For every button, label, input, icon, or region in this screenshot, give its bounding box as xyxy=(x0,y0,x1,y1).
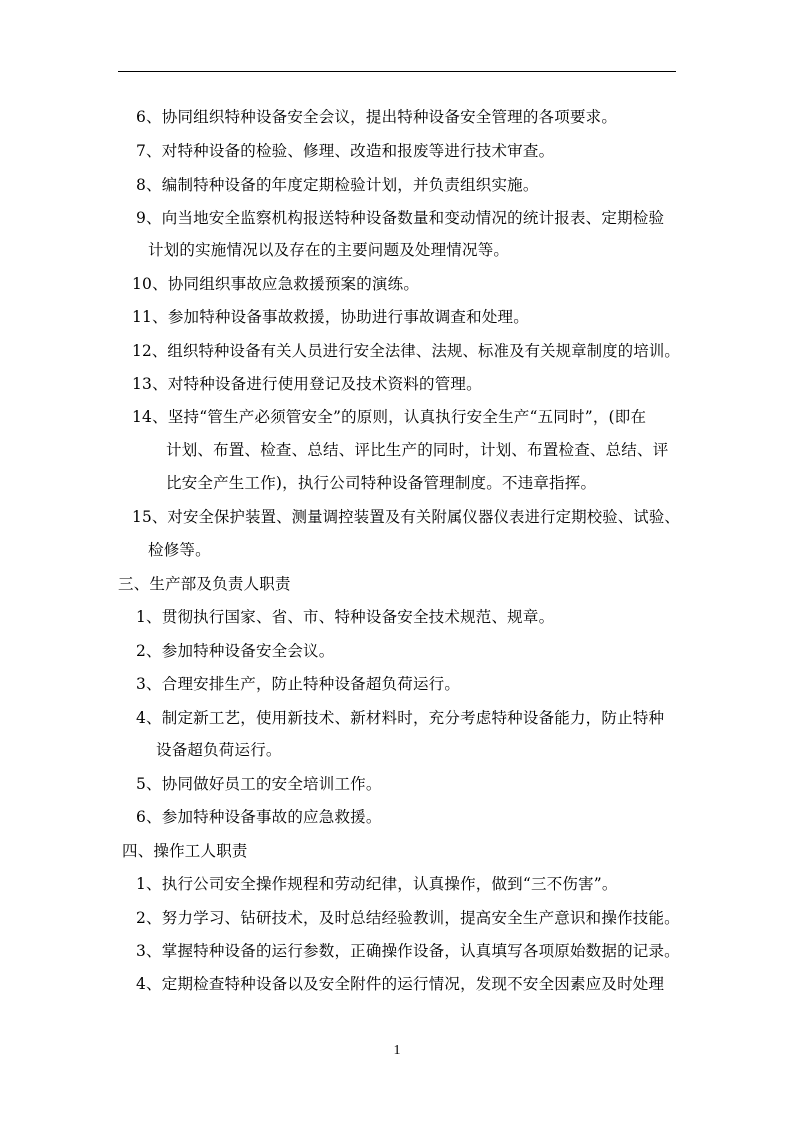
section-heading: 三、生产部及负责人职责 xyxy=(118,575,291,593)
list-item: 3、掌握特种设备的运行参数，正确操作设备，认真填写各项原始数据的记录。 xyxy=(136,942,680,960)
list-item: 15、对安全保护装置、测量调控装置及有关附属仪器仪表进行定期校验、试验、 xyxy=(132,508,680,526)
header-rule xyxy=(118,71,676,72)
list-item: 4、制定新工艺，使用新技术、新材料时，充分考虑特种设备能力，防止特种 xyxy=(136,709,665,727)
list-item-continuation: 计划的实施情况以及存在的主要问题及处理情况等。 xyxy=(148,241,510,259)
list-item: 7、对特种设备的检验、修理、改造和报废等进行技术审查。 xyxy=(136,142,555,160)
section-heading: 四、操作工人职责 xyxy=(122,842,248,860)
list-item: 14、坚持“管生产必须管安全”的原则，认真执行安全生产“五同时”，(即在 xyxy=(132,408,647,426)
list-item: 10、协同组织事故应急救援预案的演练。 xyxy=(132,275,420,293)
list-item: 13、对特种设备进行使用登记及技术资料的管理。 xyxy=(132,375,482,393)
list-item: 2、努力学习、钻研技术，及时总结经验教训，提高安全生产意识和操作技能。 xyxy=(136,909,680,927)
list-item: 9、向当地安全监察机构报送特种设备数量和变动情况的统计报表、定期检验 xyxy=(136,209,665,227)
list-item-continuation: 计划、布置、检查、总结、评比生产的同时，计划、布置检查、总结、评 xyxy=(166,441,669,459)
list-item: 2、参加特种设备安全会议。 xyxy=(136,642,335,660)
list-item: 1、执行公司安全操作规程和劳动纪律，认真操作，做到“三不伤害”。 xyxy=(136,875,618,893)
list-item-continuation: 检修等。 xyxy=(148,541,211,559)
list-item: 1、贯彻执行国家、省、市、特种设备安全技术规范、规章。 xyxy=(136,608,555,626)
list-item: 12、组织特种设备有关人员进行安全法律、法规、标准及有关规章制度的培训。 xyxy=(132,342,680,360)
list-item-continuation: 比安全产生工作)，执行公司特种设备管理制度。不违章指挥。 xyxy=(166,474,597,492)
list-item: 5、协同做好员工的安全培训工作。 xyxy=(136,775,382,793)
list-item: 6、参加特种设备事故的应急救援。 xyxy=(136,808,382,826)
list-item: 8、编制特种设备的年度定期检验计划，并负责组织实施。 xyxy=(136,176,539,194)
list-item: 6、协同组织特种设备安全会议，提出特种设备安全管理的各项要求。 xyxy=(136,108,618,126)
list-item: 11、参加特种设备事故救援，协助进行事故调查和处理。 xyxy=(132,308,529,326)
page-number: 1 xyxy=(393,1043,401,1058)
list-item-continuation: 设备超负荷运行。 xyxy=(156,741,282,759)
list-item: 4、定期检查特种设备以及安全附件的运行情况，发现不安全因素应及时处理 xyxy=(136,975,665,993)
list-item: 3、合理安排生产，防止特种设备超负荷运行。 xyxy=(136,675,461,693)
